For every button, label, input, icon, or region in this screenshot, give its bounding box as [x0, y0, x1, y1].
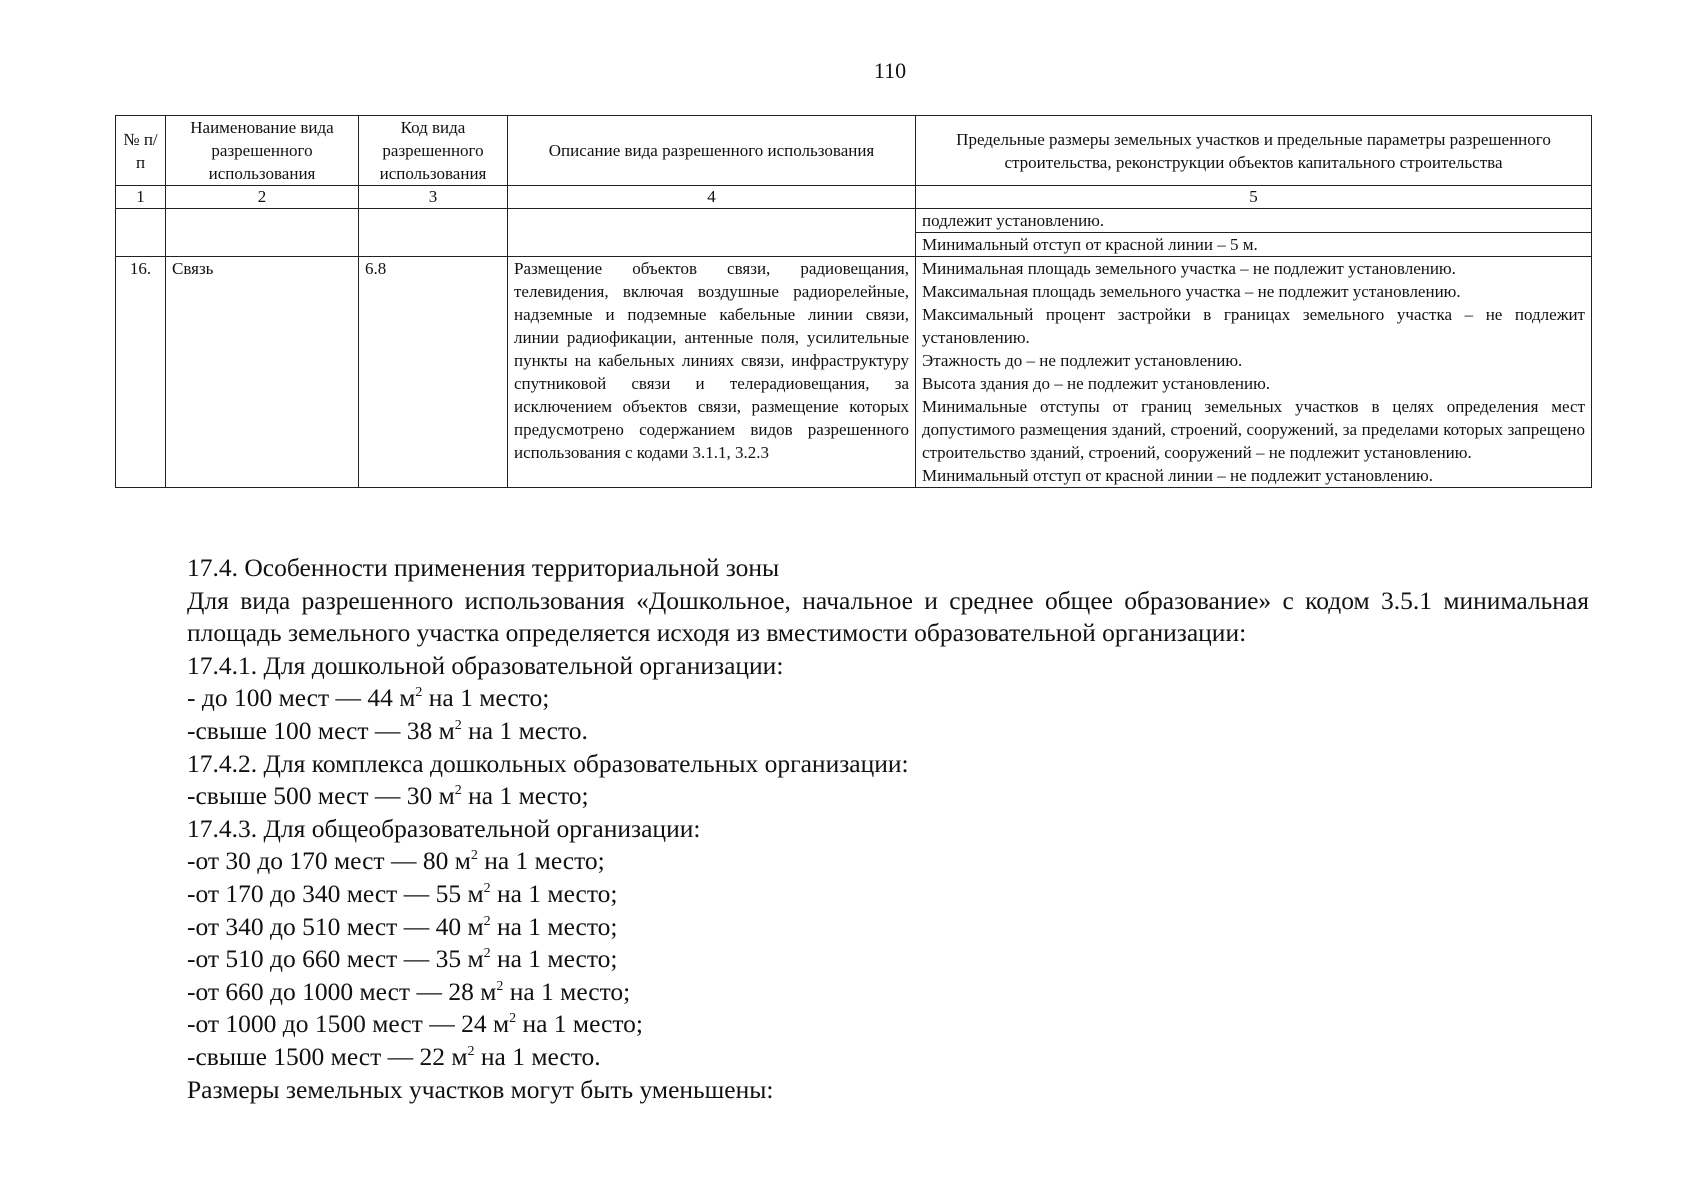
param-line: Максимальная площадь земельного участка – не подлежит установлению. — [922, 282, 1461, 301]
cell-use-code: 6.8 — [359, 257, 508, 488]
param-line: Минимальные отступы от границ земельных участков в целях определения мест допустимого размещения зданий, строений, сооружений, за пределами которых запрещено строительство зданий, строений, сооружений – не подлежит установлению. — [922, 397, 1585, 462]
list-item: -от 340 до 510 мест — 40 $м^2$ на 1 место; — [187, 911, 618, 941]
list-item: - до 100 мест — 44 $м^2$ на 1 место; — [187, 683, 550, 713]
list-item: -от 660 до 1000 мест — 28 $м^2$ на 1 место; — [187, 976, 631, 1006]
cell-empty — [116, 209, 166, 257]
column-number: 2 — [166, 186, 359, 209]
cell-empty — [508, 209, 916, 257]
header-use-description: Описание вида разрешенного использования — [508, 116, 916, 186]
column-number: 3 — [359, 186, 508, 209]
list-item: -свыше 500 мест — 30 $м^2$ на 1 место; — [187, 781, 589, 811]
list-item: -от 170 до 340 мест — 55 $м^2$ на 1 место; — [187, 878, 618, 908]
param-line: подлежит установлению. — [916, 209, 1591, 233]
column-number-row — [116, 186, 1592, 209]
header-use-code: Код вида разрешенного использования — [359, 116, 508, 186]
column-number: 4 — [508, 186, 916, 209]
list-item: -от 1000 до 1500 мест — 24 $м^2$ на 1 место; — [187, 1009, 643, 1039]
list-item: -свыше 100 мест — 38 $м^2$ на 1 место. — [187, 715, 588, 745]
list-item: -от 510 до 660 мест — 35 $м^2$ на 1 место; — [187, 944, 618, 974]
param-line: Минимальный отступ от красной линии – не подлежит установлению. — [922, 466, 1433, 485]
table-header-row — [116, 116, 1592, 186]
table-row — [116, 257, 1592, 488]
column-number: 5 — [916, 186, 1592, 209]
page-number: 110 — [873, 58, 907, 83]
land-use-table — [115, 115, 1592, 488]
cell-empty — [359, 209, 508, 257]
closing-paragraph: Размеры земельных участков могут быть уменьшены: — [187, 1074, 774, 1104]
cell-empty — [166, 209, 359, 257]
list-item: -от 30 до 170 мест — 80 $м^2$ на 1 место; — [187, 846, 605, 876]
subsection-title: 17.4.2. Для комплекса дошкольных образовательных организации: — [187, 748, 909, 778]
cell-continuation-params — [916, 209, 1592, 257]
header-use-name: Наименование вида разрешенного использования — [166, 116, 359, 186]
param-line: Максимальный процент застройки в границах земельного участка – не подлежит установлению. — [922, 305, 1585, 347]
param-line: Минимальная площадь земельного участка – не подлежит установлению. — [922, 259, 1456, 278]
cell-row-number: 16. — [116, 257, 166, 488]
cell-limits — [916, 257, 1592, 488]
section-heading: 17.4. Особенности применения территориальной зоны — [187, 553, 780, 582]
subsection-title: 17.4.3. Для общеобразовательной организации: — [187, 813, 701, 843]
cell-use-description: Размещение объектов связи, радиовещания, телевидения, включая воздушные радиорелейные, надземные и подземные кабельные линии связи, линии радиофикации, антенные поля, усилительные пункты на кабельных линиях связи, инфраструктуру спутниковой связи и телерадиовещания, за исключением объектов связи, размещение которых предусмотрено содержанием видов разрешенного использования с кодами 3.1.1, 3.2.3 — [508, 257, 916, 488]
header-limits: Предельные размеры земельных участков и предельные параметры разрешенного строительства, реконструкции объектов капитального строительства — [916, 116, 1592, 186]
subsection-title: 17.4.1. Для дошкольной образовательной организации: — [187, 650, 784, 680]
param-line: Минимальный отступ от красной линии – 5 м. — [922, 235, 1258, 254]
column-number: 1 — [116, 186, 166, 209]
param-line: Этажность до – не подлежит установлению. — [922, 351, 1243, 370]
param-line: Высота здания до – не подлежит установлению. — [922, 374, 1271, 393]
header-number: № п/п — [116, 116, 166, 186]
table-row-continuation — [116, 209, 1592, 257]
cell-use-name: Связь — [166, 257, 359, 488]
intro-paragraph: Для вида разрешенного использования «Дошкольное, начальное и среднее общее образование» с кодом 3.5.1 минимальная площадь земельного участка определяется исходя из вместимости образовательной организации: — [187, 585, 1589, 648]
list-item: -свыше 1500 мест — 22 $м^2$ на 1 место. — [187, 1041, 601, 1071]
body-text — [115, 552, 1589, 1106]
